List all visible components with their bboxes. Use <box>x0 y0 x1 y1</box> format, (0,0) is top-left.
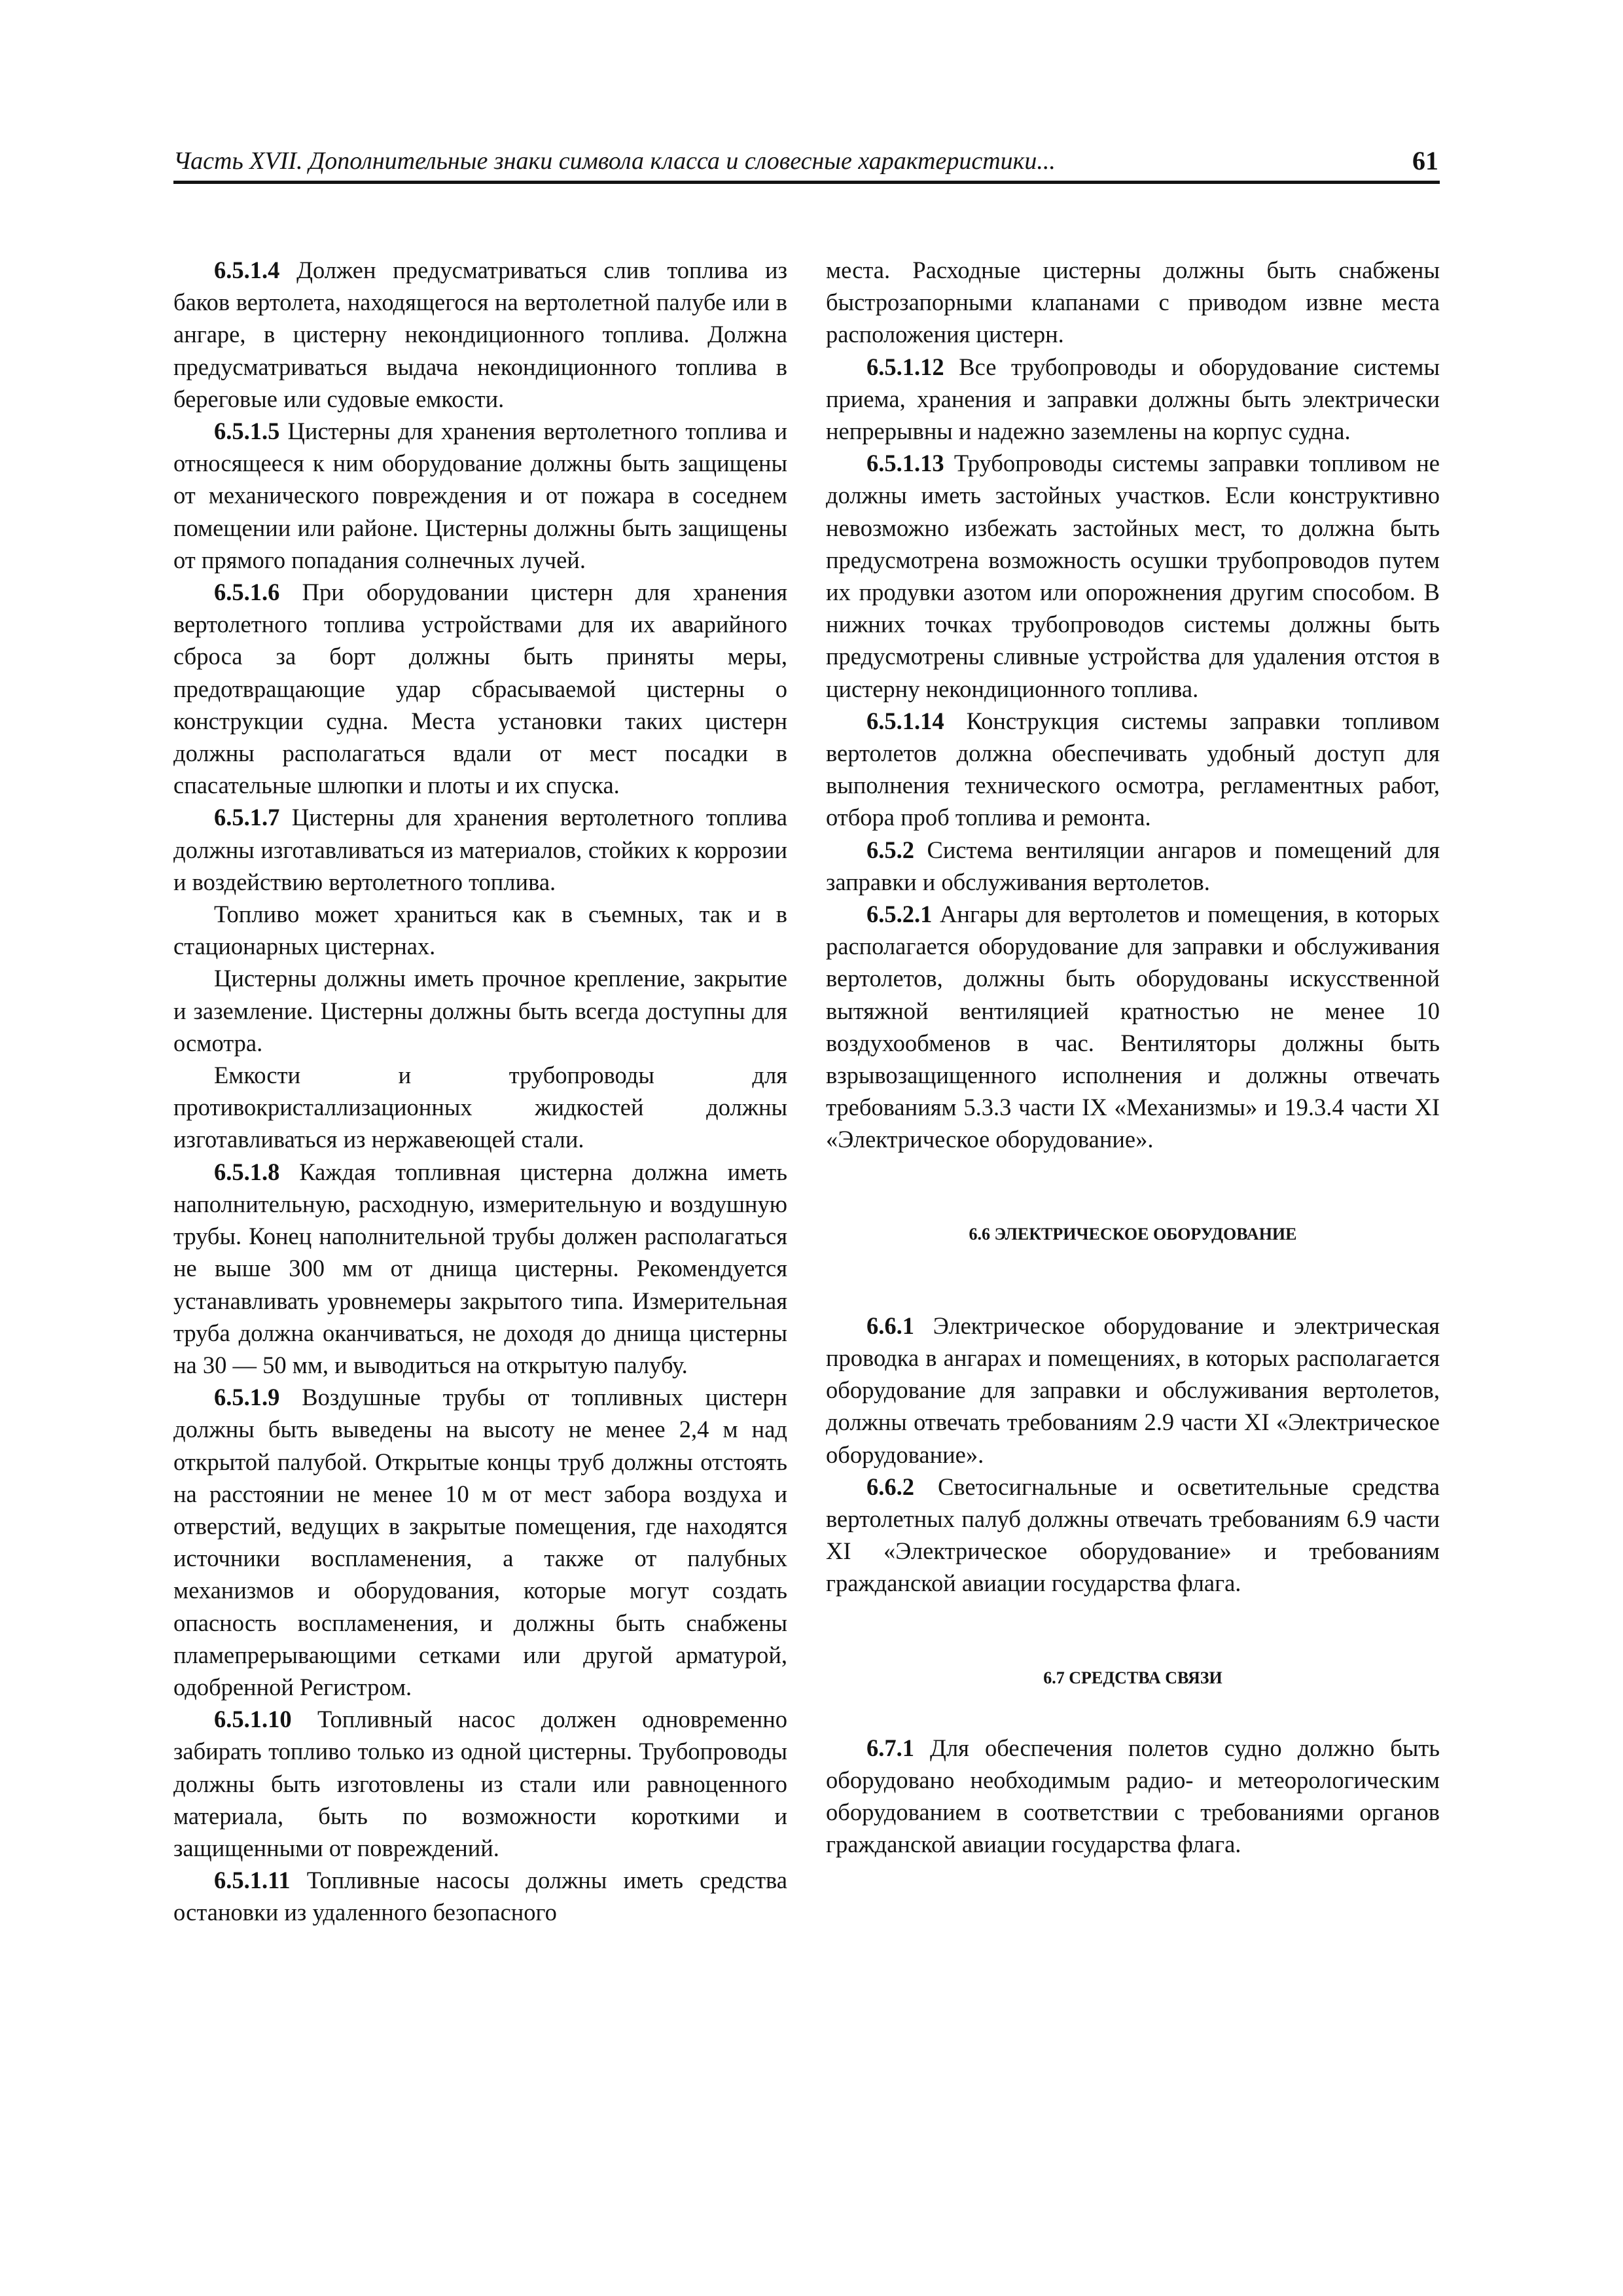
clause-number: 6.7.1 <box>866 1734 914 1761</box>
clause-text: Трубопроводы системы заправки топливом не должны иметь застойных участков. Если конструктивно невозможно избежать застойных мест, то должна быть предусмотрена возможность осушки трубопроводов путем их продувки азотом или опорожнения другим способом. В нижних точках трубопроводов системы должны быть предусмотрены сливные устройства для удаления отстоя в цистерну некондиционного топлива. <box>826 450 1440 702</box>
clause-text: Цистерны должны иметь прочное крепление, закрытие и заземление. Цистерны должны быть всегда доступны для осмотра. <box>173 965 787 1056</box>
clause-number: 6.5.1.7 <box>214 804 280 831</box>
clause-text: Для обеспечения полетов судно должно быть оборудовано необходимым радио- и метеорологическим оборудованием в соответствии с требованиями органов гражданской авиации государства флага. <box>826 1734 1440 1858</box>
clause-number: 6.5.1.4 <box>214 257 280 283</box>
clause-number: 6.5.1.9 <box>214 1384 280 1411</box>
paragraph-6-7-1 <box>826 1732 1440 1861</box>
clause-text: Топливные насосы должны иметь средства остановки из удаленного безопасного <box>173 1867 787 1926</box>
clause-text: Должен предусматриваться слив топлива из баков вертолета, находящегося на вертолетной палубе или в ангаре, в цистерну некондиционного топлива. Должна предусматриваться выдача некондиционного топлива в береговые или судовые емкости. <box>173 257 787 412</box>
paragraph-continuation <box>826 254 1440 351</box>
clause-text: Емкости и трубопроводы для противокристаллизационных жидкостей должны изготавливаться из нержавеющей стали. <box>173 1062 787 1153</box>
paragraph-6-6-2 <box>826 1471 1440 1600</box>
clause-text: Цистерны для хранения вертолетного топлива и относящееся к ним оборудование должны быть защищены от механического повреждения и от пожара в соседнем помещении или районе. Цистерны должны быть защищены от прямого попадания солнечных лучей. <box>173 418 787 573</box>
paragraph-6-5-1-6 <box>173 576 787 801</box>
paragraph-6-5-1-5 <box>173 415 787 576</box>
clause-number: 6.5.1.12 <box>866 353 944 380</box>
clause-number: 6.5.1.11 <box>214 1867 291 1894</box>
clause-text: Конструкция системы заправки топливом вертолетов должна обеспечивать удобный доступ для выполнения технического осмотра, регламентных работ, отбора проб топлива и ремонта. <box>826 707 1440 831</box>
clause-number: 6.6.1 <box>866 1312 914 1339</box>
clause-number: 6.5.2.1 <box>866 901 933 928</box>
paragraph-6-5-1-13 <box>826 447 1440 705</box>
paragraph-tank-mounting <box>173 962 787 1059</box>
clause-number: 6.5.2 <box>866 836 914 863</box>
paragraph-6-5-1-8 <box>173 1156 787 1381</box>
section-title-6-7: 6.7 СРЕДСТВА СВЯЗИ <box>1043 1668 1222 1687</box>
paragraph-6-5-1-9 <box>173 1381 787 1703</box>
clause-text: места. Расходные цистерны должны быть снабжены быстрозапорными клапанами с приводом извне места расположения цистерн. <box>826 257 1440 348</box>
clause-text: Каждая топливная цистерна должна иметь наполнительную, расходную, измерительную и воздушную трубы. Конец наполнительной трубы должен располагаться не выше 300 мм от днища цистерны. Рекомендуется устанавливать уровнемеры закрытого типа. Измерительная труба должна оканчиваться, не доходя до днища цистерны на 30 — 50 мм, и выводиться на открытую палубу. <box>173 1158 787 1378</box>
paragraph-6-5-1-11 <box>173 1864 787 1928</box>
paragraph-6-5-1-12 <box>826 351 1440 448</box>
paragraph-anticrystal-tanks <box>173 1059 787 1156</box>
clause-text: Светосигнальные и осветительные средства вертолетных палуб должны отвечать требованиям 6.9 части XI «Электрическое оборудование» и требованиям гражданской авиации государства флага. <box>826 1473 1440 1597</box>
paragraph-6-5-1-4 <box>173 254 787 415</box>
clause-text: При оборудовании цистерн для хранения вертолетного топлива устройствами для их аварийного сброса за борт должны быть приняты меры, предотвращающие удар сбрасываемой цистерны о конструкции судна. Места установки таких цистерн должны располагаться вдали от мест посадки в спасательные шлюпки и плоты и их спуска. <box>173 579 787 799</box>
clause-text: Система вентиляции ангаров и помещений для заправки и обслуживания вертолетов. <box>826 836 1440 895</box>
right-column <box>826 254 1440 1860</box>
clause-text: Топливный насос должен одновременно забирать топливо только из одной цистерны. Трубопроводы должны быть изготовлены из стали или равноценного материала, быть по возможности короткими и защищенными от повреждений. <box>173 1706 787 1861</box>
paragraph-6-5-1-10 <box>173 1703 787 1864</box>
clause-number: 6.5.1.8 <box>214 1158 280 1185</box>
paragraph-fuel-storage <box>173 898 787 962</box>
clause-number: 6.5.1.5 <box>214 418 280 445</box>
clause-text: Цистерны для хранения вертолетного топлива должны изготавливаться из материалов, стойких к коррозии и воздействию вертолетного топлива. <box>173 804 787 895</box>
running-header <box>173 141 1440 184</box>
clause-number: 6.5.1.10 <box>214 1706 292 1733</box>
left-column <box>173 254 787 1929</box>
paragraph-6-6-1 <box>826 1310 1440 1471</box>
clause-number: 6.5.1.6 <box>214 579 280 606</box>
clause-text: Все трубопроводы и оборудование системы приема, хранения и заправки должны быть электрически непрерывны и надежно заземлены на корпус судна. <box>826 353 1440 445</box>
running-header-title: Часть XVII. Дополнительные знаки символа класса и словесные характеристики... <box>173 147 1056 175</box>
paragraph-6-5-1-7 <box>173 801 787 898</box>
page-number: 61 <box>1412 146 1438 175</box>
paragraph-6-5-2 <box>826 834 1440 898</box>
clause-number: 6.5.1.13 <box>866 450 944 477</box>
clause-text: Ангары для вертолетов и помещения, в которых располагается оборудование для заправки и обслуживания вертолетов, должны быть оборудованы искусственной вытяжной вентиляцией кратностью не менее 10 воздухообменов в час. Вентиляторы должны быть взрывозащищенного исполнения и должны отвечать требованиям 5.3.3 части IX «Механизмы» и 19.3.4 части XI «Электрическое оборудование». <box>826 901 1440 1153</box>
clause-text: Воздушные трубы от топливных цистерн должны быть выведены на высоту не менее 2,4 м над открытой палубой. Открытые концы труб должны отстоять на расстоянии не менее 10 м от мест забора воздуха и отверстий, ведущих в закрытые помещения, где находятся источники воспламенения, а также от палубных механизмов и оборудования, которые могут создать опасность воспламенения, и должны быть снабжены пламепрерывающими сетками или другой арматурой, одобренной Регистром. <box>173 1384 787 1700</box>
section-title-6-6: 6.6 ЭЛЕКТРИЧЕСКОЕ ОБОРУДОВАНИЕ <box>969 1224 1297 1244</box>
clause-number: 6.6.2 <box>866 1473 914 1500</box>
clause-text: Топливо может храниться как в съемных, так и в стационарных цистернах. <box>173 901 787 960</box>
paragraph-6-5-2-1 <box>826 898 1440 1156</box>
clause-text: Электрическое оборудование и электрическая проводка в ангарах и помещениях, в которых располагается оборудование для заправки и обслуживания вертолетов, должны отвечать требованиям 2.9 части XI «Электрическое оборудование». <box>826 1312 1440 1468</box>
clause-number: 6.5.1.14 <box>866 707 944 734</box>
paragraph-6-5-1-14 <box>826 705 1440 834</box>
